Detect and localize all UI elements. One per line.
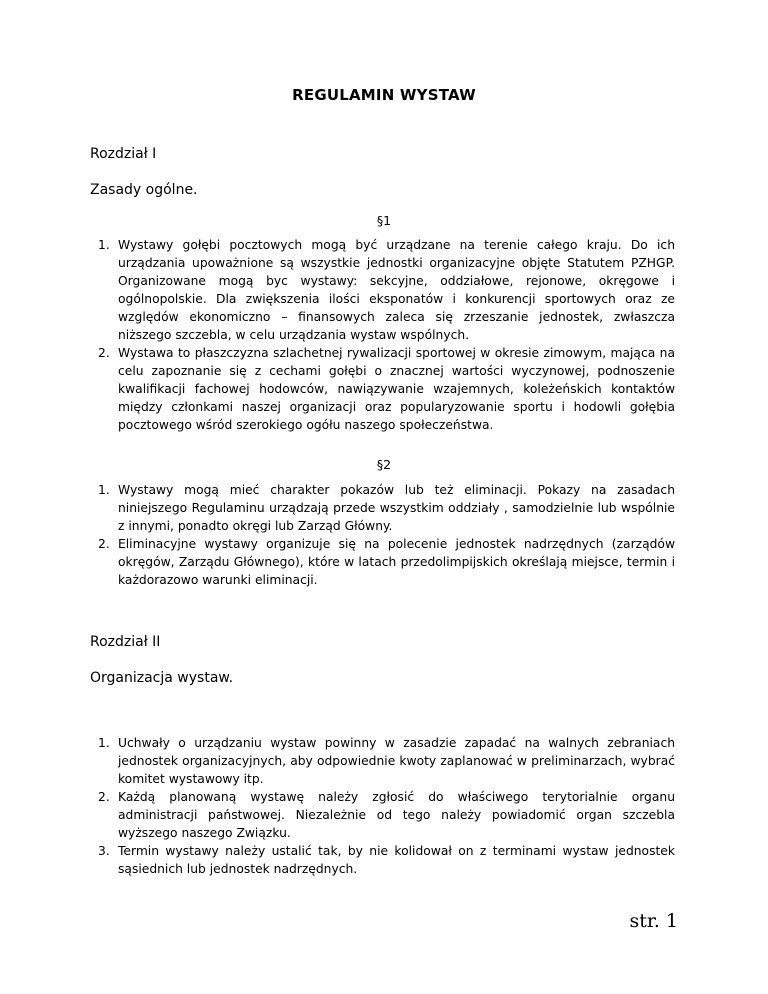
- list-item: [90, 734, 675, 788]
- list-item-text: Wystawa to płaszczyzna szlachetnej rywalizacji sportowej w okresie zimowym, mająca na celu zapoznanie się z cechami gołębi o znacznej wartości wyczynowej, podnoszenie kwalifikacji fachowej hodowców, nawiązywanie wzajemnych, koleżeńskich kontaktów między członkami naszej organizacji oraz popularyzowanie sportu i hodowli gołębia pocztowego wśród szerokiego ogółu naszego społeczeństwa.: [118, 346, 675, 432]
- list-item-number: 2.: [98, 537, 110, 551]
- list-item-text: Wystawy mogą mieć charakter pokazów lub też eliminacji. Pokazy na zasadach niniejszego Regulaminu urządzają przede wszystkim oddziały , samodzielnie lub wspólnie z innymi, ponadto okręgi lub Zarząd Główny.: [118, 483, 675, 533]
- list-item-number: 1.: [98, 483, 110, 497]
- section-1-list: [90, 236, 675, 434]
- section-mark-2: §2: [376, 457, 392, 472]
- list-item-text: Każdą planowaną wystawę należy zgłosić do właściwego terytorialnie organu administracji państwowej. Niezależnie od tego należy powiadomić organ szczebla wyższego naszego Związku.: [118, 790, 675, 840]
- chapter-2-label: Rozdział II: [90, 634, 161, 650]
- list-item: [90, 481, 675, 535]
- chapter-1-label: Rozdział I: [90, 146, 157, 162]
- list-item: [90, 535, 675, 589]
- list-item-number: 1.: [98, 736, 110, 750]
- list-item: [90, 842, 675, 878]
- chapter-2-subtitle: Organizacja wystaw.: [90, 670, 234, 686]
- chapter-1-subtitle: Zasady ogólne.: [90, 182, 198, 198]
- list-item: [90, 344, 675, 434]
- list-item-number: 2.: [98, 790, 110, 804]
- list-item-number: 1.: [98, 238, 110, 252]
- list-item: [90, 788, 675, 842]
- list-item-number: 2.: [98, 346, 110, 360]
- page-number: str. 1: [629, 910, 678, 932]
- list-item: [90, 236, 675, 344]
- document-title: REGULAMIN WYSTAW: [292, 86, 476, 104]
- section-2-list: [90, 481, 675, 589]
- list-item-text: Eliminacyjne wystawy organizuje się na polecenie jednostek nadrzędnych (zarządów okręgów, Zarządu Głównego), które w latach przedolimpijskich określają miejsce, termin i każdorazowo warunki eliminacji.: [118, 537, 675, 587]
- list-item-text: Termin wystawy należy ustalić tak, by nie kolidował on z terminami wystaw jednostek sąsiednich lub jednostek nadrzędnych.: [118, 844, 675, 876]
- list-item-text: Wystawy gołębi pocztowych mogą być urządzane na terenie całego kraju. Do ich urządzania upoważnione są wszystkie jednostki organizacyjne objęte Statutem PZHGP. Organizowane mogą byc wystawy: sekcyjne, oddziałowe, rejonowe, okręgowe i ogólnopolskie. Dla zwiększenia ilości eksponatów i konkurencji sportowych oraz ze względów ekonomiczno – finansowych zaleca się zrzeszanie jednostek, zwłaszcza niższego szczebla, w celu urządzania wystaw wspólnych.: [118, 238, 675, 342]
- list-item-text: Uchwały o urządzaniu wystaw powinny w zasadzie zapadać na walnych zebraniach jednostek organizacyjnych, aby odpowiednie kwoty zaplanować w preliminarzach, wybrać komitet wystawowy itp.: [118, 736, 675, 786]
- section-mark-1: §1: [376, 213, 392, 228]
- list-item-number: 3.: [98, 844, 110, 858]
- chapter-2-list: [90, 734, 675, 878]
